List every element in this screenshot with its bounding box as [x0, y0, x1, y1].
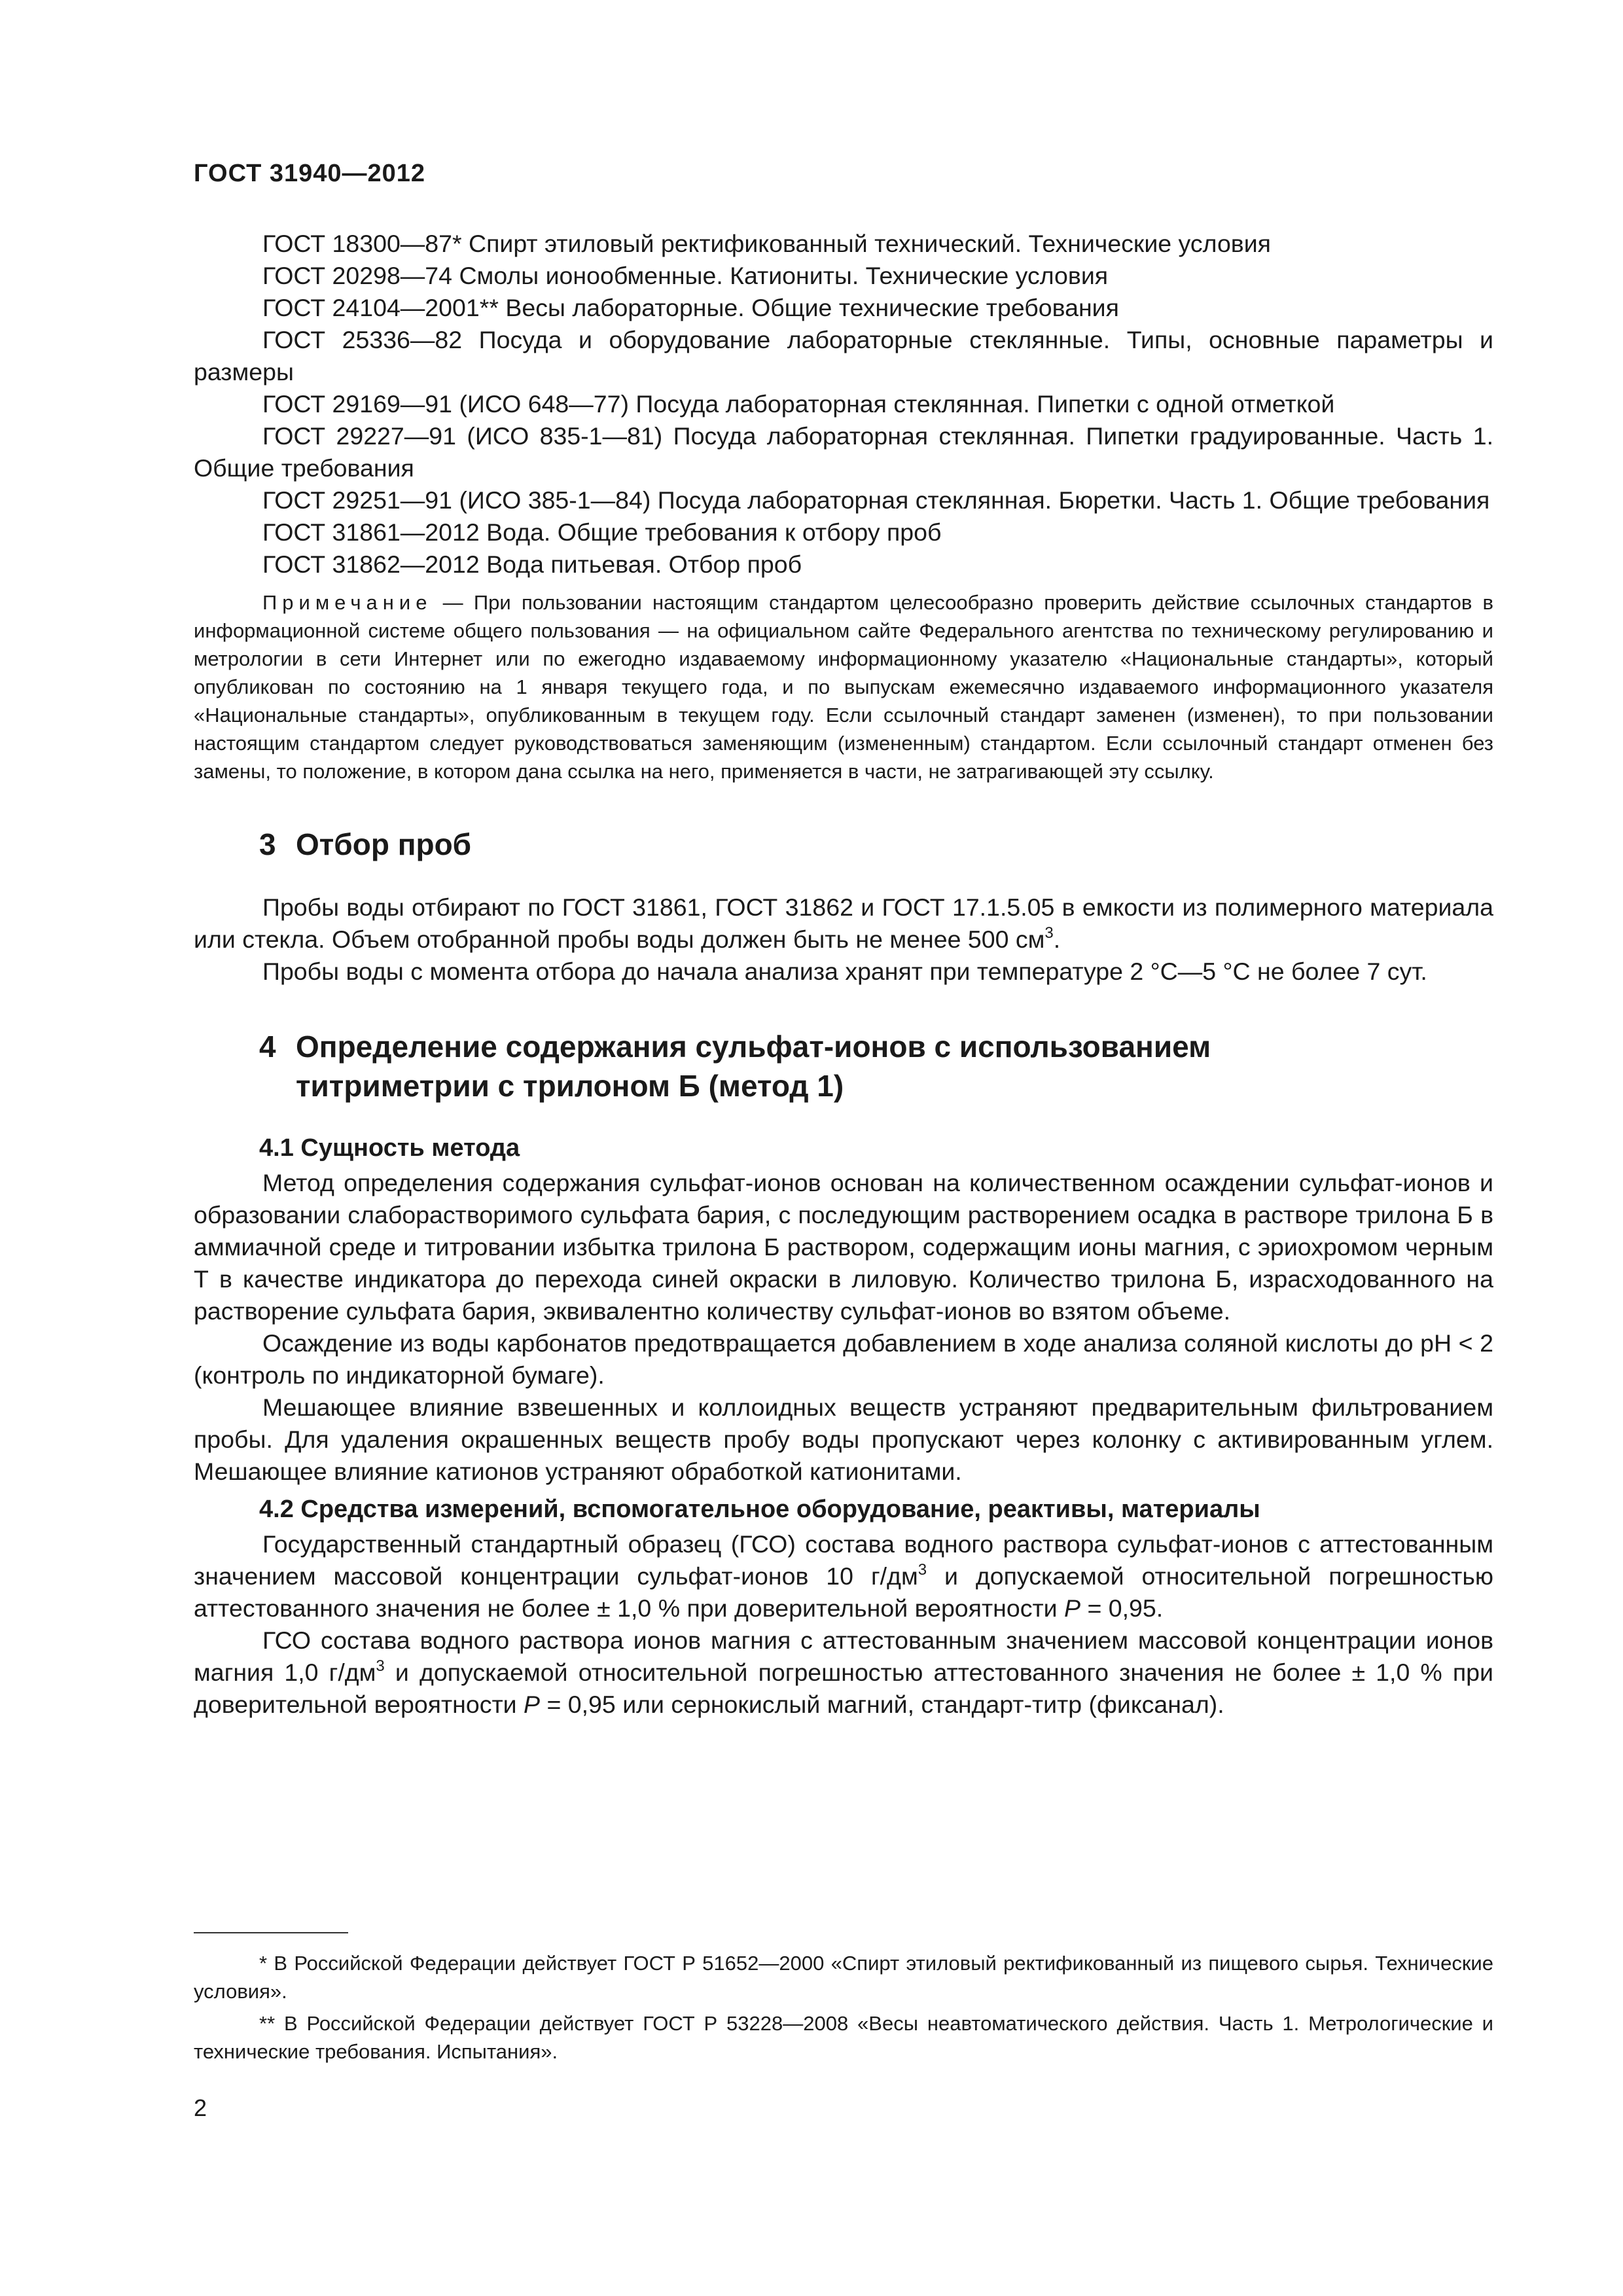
paragraph-text: Государственный стандартный образец (ГСО) состава водного раствора сульфат-ионов с аттестованным значением массовой концентрации сульфат-ионов 10 г/дм: [194, 1530, 1493, 1590]
reference-code: ГОСТ 18300—87*: [262, 230, 462, 257]
standard-code-header: ГОСТ 31940—2012: [194, 160, 426, 187]
reference-code: ГОСТ 25336—82: [262, 326, 463, 353]
section-number: 3: [259, 827, 276, 861]
subsection-number: 4.1: [259, 1134, 294, 1162]
reference-code: ГОСТ 29227—91 (ИСО 835-1—81): [262, 422, 663, 450]
reference-code: ГОСТ 29169—91 (ИСО 648—77): [262, 390, 629, 418]
reference-title: Вода питьевая. Отбор проб: [486, 550, 802, 578]
paragraph-text: = 0,95.: [1080, 1594, 1164, 1622]
subsection-4-2-heading: [194, 1493, 1493, 1526]
reference-title: Смолы ионообменные. Катиониты. Технические условия: [459, 262, 1109, 289]
subsection-title: Сущность метода: [300, 1134, 520, 1162]
section-3-paragraph: Пробы воды с момента отбора до начала анализа хранят при температуре 2 °С—5 °С не более 7 сут.: [262, 958, 1427, 985]
paragraph-text: ГСО состава водного раствора ионов магния с аттестованным значением массовой концентрации ионов магния 1,0 г/дм: [194, 1626, 1493, 1686]
variable-symbol: P: [1064, 1594, 1081, 1622]
reference-item: [194, 420, 1493, 484]
section-3-heading: [194, 825, 1493, 864]
page-content: [194, 228, 1493, 1721]
footnote: * В Российской Федерации действует ГОСТ Р 51652—2000 «Спирт этиловый ректификованный из пищевого сырья. Технические условия».: [194, 1952, 1493, 2003]
reference-code: ГОСТ 31861—2012: [262, 518, 480, 546]
paragraph-text: = 0,95 или сернокислый магний, стандарт-титр (фиксанал).: [540, 1691, 1224, 1718]
reference-code: ГОСТ 31862—2012: [262, 550, 480, 578]
reference-title: Посуда и оборудование лабораторные стеклянные. Типы, основные параметры и размеры: [194, 326, 1493, 386]
reference-item: [194, 388, 1493, 420]
section-title: Определение содержания сульфат-ионов с использованием титриметрии с трилоном Б (метод 1): [296, 1030, 1211, 1103]
footnote-divider: [194, 1932, 348, 1933]
reference-code: ГОСТ 29251—91 (ИСО 385-1—84): [262, 486, 651, 514]
paragraph-text: и допускаемой относительной погрешностью аттестованного значения не более ± 1,0 % при доверительной вероятности: [194, 1562, 1494, 1622]
subsection-4-1-paragraph: Осаждение из воды карбонатов предотвращается добавлением в ходе анализа соляной кислоты до pH < 2 (контроль по индикаторной бумаге).: [194, 1329, 1493, 1389]
subsection-title: Средства измерений, вспомогательное оборудование, реактивы, материалы: [300, 1496, 1260, 1523]
subsection-4-2-paragraph: [194, 1528, 1493, 1624]
subsection-number: 4.2: [259, 1496, 294, 1523]
reference-item: [194, 260, 1493, 292]
footnote: ** В Российской Федерации действует ГОСТ Р 53228—2008 «Весы неавтоматического действия. Часть 1. Метрологические и технические требования. Испытания».: [194, 2012, 1493, 2063]
references-note: [194, 588, 1493, 785]
subsection-4-1-heading: [194, 1132, 1493, 1164]
reference-item: [194, 228, 1493, 260]
normative-references-list: [194, 228, 1493, 581]
section-4-heading: [194, 1027, 1493, 1105]
note-label: Примечание: [262, 591, 433, 614]
section-number: 4: [259, 1030, 276, 1064]
subsection-4-2-paragraph: [194, 1624, 1493, 1721]
subsection-4-1-paragraph: Метод определения содержания сульфат-ионов основан на количественном осаждении сульфат-ионов и образовании слаборастворимого сульфата бария, с последующим растворением осадка в растворе трилона Б в аммиачной среде и титровании избытка трилона Б раствором, содержащим ионы магния, с эриохромом черным Т в качестве индикатора до перехода синей окраски в лиловую. Количество трилона Б, израсходованного на растворение сульфата бария, эквивалентно количеству сульфат-ионов во взятом объеме.: [194, 1169, 1493, 1325]
subsection-4-1-paragraph: Мешающее влияние взвешенных и коллоидных веществ устраняют предварительным фильтрованием пробы. Для удаления окрашенных веществ пробу воды пропускают через колонку с активированным углем. Мешающее влияние катионов устраняют обработкой катионитами.: [194, 1393, 1493, 1485]
variable-symbol: P: [524, 1691, 541, 1718]
section-title: Отбор проб: [296, 827, 472, 861]
superscript: 3: [1044, 924, 1054, 942]
reference-item: [194, 516, 1493, 548]
reference-code: ГОСТ 20298—74: [262, 262, 453, 289]
reference-title: Весы лабораторные. Общие технические требования: [505, 294, 1119, 321]
reference-title: Посуда лабораторная стеклянная. Бюретки. Часть 1. Общие требования: [657, 486, 1490, 514]
superscript: 3: [918, 1560, 927, 1579]
reference-item: [194, 292, 1493, 324]
reference-item: [194, 484, 1493, 516]
paragraph-text: и допускаемой относительной погрешностью аттестованного значения не более ± 1,0 % при доверительной вероятности: [194, 1659, 1493, 1718]
reference-title: Посуда лабораторная стеклянная. Пипетки градуированные. Часть 1. Общие требования: [194, 422, 1493, 482]
reference-title: Спирт этиловый ректификованный технический. Технические условия: [469, 230, 1271, 257]
note-text: — При пользовании настоящим стандартом целесообразно проверить действие ссылочных стандартов в информационной системе общего пользования — на официальном сайте Федерального агентства по техническому регулированию и метрологии в сети Интернет или по ежегодно издаваемому информационному указателю «Национальные стандарты», который опубликован по состоянию на 1 января текущего года, и по выпускам ежемесячно издаваемого информационного указателя «Национальные стандарты», опубликованным в текущем году. Если ссылочный стандарт заменен (изменен), то при пользовании настоящим стандартом следует руководствоваться заменяющим (измененным) стандартом. Если ссылочный стандарт отменен без замены, то положение, в котором дана ссылка на него, применяется в части, не затрагивающей эту ссылку.: [194, 591, 1493, 783]
paragraph-text: .: [1053, 925, 1061, 953]
footnotes: [194, 1949, 1493, 2070]
page-number: 2: [194, 2094, 207, 2121]
reference-title: Вода. Общие требования к отбору проб: [486, 518, 942, 546]
reference-title: Посуда лабораторная стеклянная. Пипетки с одной отметкой: [635, 390, 1335, 418]
paragraph-text: Пробы воды отбирают по ГОСТ 31861, ГОСТ 31862 и ГОСТ 17.1.5.05 в емкости из полимерного материала или стекла. Объем отобранной пробы воды должен быть не менее 500 см: [194, 893, 1493, 953]
reference-code: ГОСТ 24104—2001**: [262, 294, 499, 321]
section-3-paragraph: [194, 891, 1493, 956]
superscript: 3: [376, 1657, 385, 1675]
reference-item: [194, 548, 1493, 581]
reference-item: [194, 324, 1493, 388]
